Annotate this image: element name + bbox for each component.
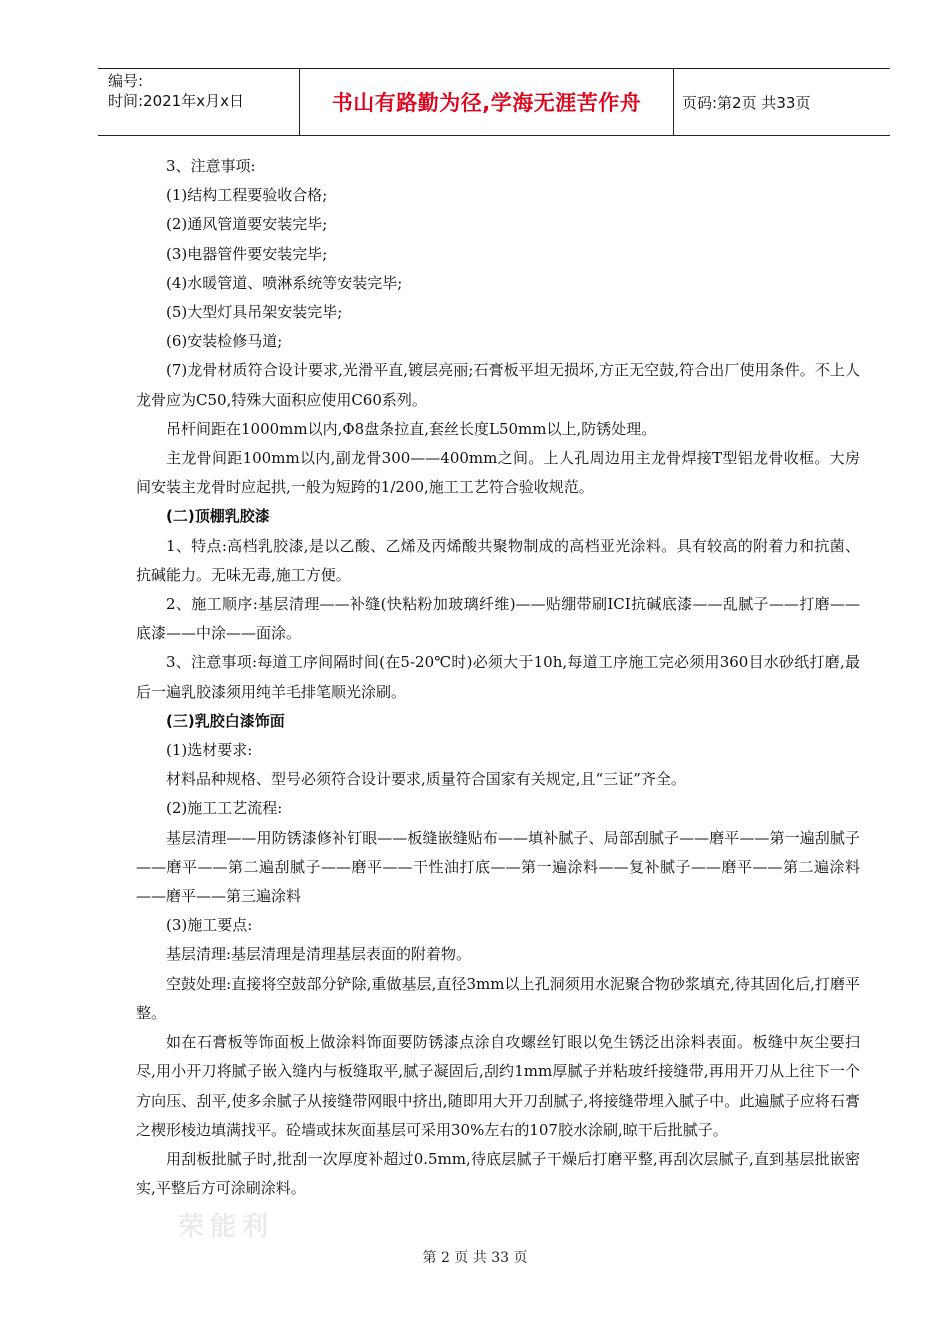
paragraph: (2)通风管道要安装完毕; [166,215,328,234]
page-footer: 第 2 页 共 33 页 [422,1250,528,1266]
section-heading: (三)乳胶白漆饰面 [166,711,285,730]
paragraph: 用刮板批腻子时,批刮一次厚度补超过0.5mm,待底层腻子干燥后打磨平整,再刮次层腻子,直到基层批嵌密实,平整后方可涂刷涂料。 [136,1149,860,1198]
paragraph: 基层清理——用防锈漆修补钉眼——板缝嵌缝贴布——填补腻子、局部刮腻子——磨平——第一遍刮腻子——磨平——第二遍刮腻子——磨平——干性油打底——第一遍涂料——复补腻子——磨平——第二遍涂料——磨平——第三遍涂料 [136,828,860,906]
header-meta [98,69,300,135]
paragraph: 主龙骨间距100mm以内,副龙骨300——400mm之间。上人孔周边用主龙骨焊接T型铝龙骨收框。大房间安装主龙骨时应起拱,一般为短跨的1/200,施工工艺符合验收规范。 [136,449,860,497]
watermark-text: 荣能利 [178,1212,275,1242]
paragraph: (5)大型灯具吊架安装完毕; [166,303,343,322]
paragraph: 3、注意事项:每道工序间隔时间(在5-20℃时)必须大于10h,每道工序施工完必须用360目水砂纸打磨,最后一遍乳胶漆须用纯羊毛排笔顺光涂刷。 [136,653,860,701]
paragraph: (2)施工工艺流程: [166,799,283,818]
paragraph: (6)安装检修马道; [166,332,283,351]
paragraph: (1)结构工程要验收合格; [166,186,328,205]
page-header [98,68,890,136]
paragraph: 3、注意事项: [166,157,256,175]
section-heading: (二)顶棚乳胶漆 [166,507,270,526]
header-page-info: 页码:第2页 共33页 [682,93,811,112]
paragraph: (1)选材要求: [166,741,253,760]
paragraph: (3)施工要点: [166,916,253,935]
paragraph: 空鼓处理:直接将空鼓部分铲除,重做基层,直径3mm以上孔洞须用水泥聚合物砂浆填充,待其固化后,打磨平整。 [136,974,860,1022]
header-motto: 书山有路勤为径,学海无涯苦作舟 [300,69,674,135]
paragraph: 1、特点:高档乳胶漆,是以乙酸、乙烯及丙烯酸共聚物制成的高档亚光涂料。具有较高的附着力和抗菌、抗碱能力。无味无毒,施工方便。 [136,536,860,584]
paragraph: 如在石膏板等饰面板上做涂料饰面要防锈漆点涂自攻螺丝钉眼以免生锈泛出涂料表面。板缝中灰尘要扫尽,用小开刀将腻子嵌入缝内与板缝取平,腻子凝固后,刮约1mm厚腻子并粘玻纤接缝带,再用开刀从上往下一个方向压、刮平,使多余腻子从接缝带网眼中挤出,随即用大开刀刮腻子,将接缝带埋入腻子中。此遍腻子应将石膏之楔形棱边填满找平。砼墙或抹灰面基层可采用30%左右的107胶水涂刷,晾干后批腻子。 [136,1033,860,1139]
paragraph: (3)电器管件要安装完毕; [166,244,328,263]
paragraph: 2、施工顺序:基层清理——补缝(快粘粉加玻璃纤维)——贴绷带刷ICI抗碱底漆——乱腻子——打磨——底漆——中涂——面涂。 [136,595,860,643]
paragraph: (7)龙骨材质符合设计要求,光滑平直,镀层亮丽;石膏板平坦无损坏,方正无空鼓,符合出厂使用条件。不上人龙骨应为C50,特殊大面积应使用C60系列。 [136,361,860,409]
paragraph: 材料品种规格、型号必须符合设计要求,质量符合国家有关规定,且“三证”齐全。 [166,770,686,789]
paragraph: (4)水暖管道、喷淋系统等安装完毕; [166,273,403,292]
document-body [136,152,860,1203]
paragraph: 基层清理:基层清理是清理基层表面的附着物。 [166,945,472,964]
paragraph: 吊杆间距在1000mm以内,Φ8盘条拉直,套丝长度L50mm以上,防锈处理。 [166,419,657,438]
document-time-label: 时间:2021年x月x日 [108,92,244,110]
document-number-label: 编号: [108,72,144,90]
